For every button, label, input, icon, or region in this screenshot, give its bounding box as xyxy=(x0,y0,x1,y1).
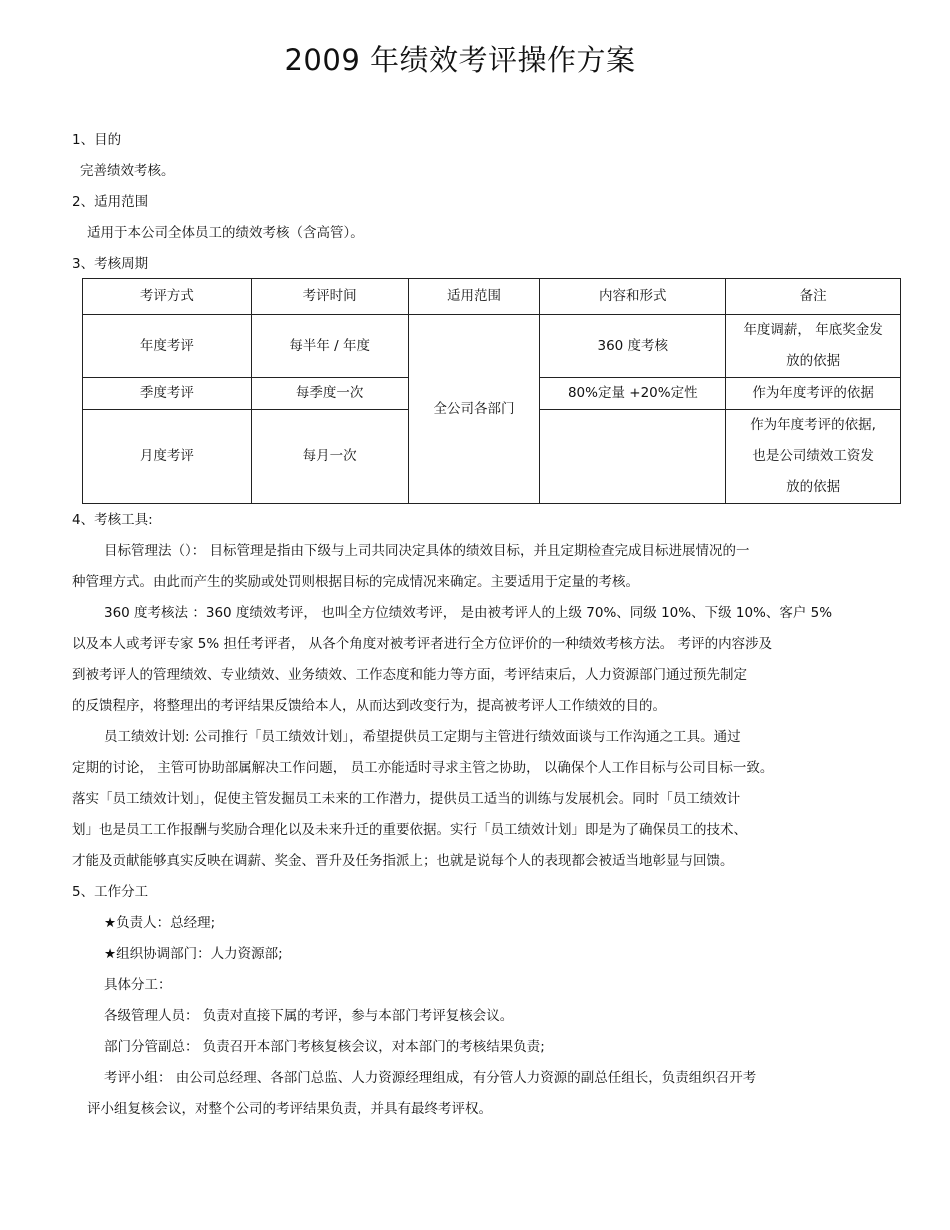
method-cell: 年度考评 xyxy=(83,315,252,378)
section-4-heading: 4、考核工具: xyxy=(72,512,153,528)
paragraph-line: 才能及贡献能够真实反映在调薪、奖金、晋升及任务指派上；也就是说每个人的表现都会被适当地彰显与回馈。 xyxy=(72,853,734,869)
note-line: 年度调薪， 年底奖金发 xyxy=(743,322,883,338)
paragraph-line: 以及本人或考评专家 5% 担任考评者， 从各个角度对被考评者进行全方位评价的一种绩效考核方法。 考评的内容涉及 xyxy=(72,636,773,652)
content-cell: 80%定量 +20%定性 xyxy=(540,378,726,410)
note-line: 也是公司绩效工资发 xyxy=(752,448,874,464)
paragraph-line: 具体分工： xyxy=(104,977,172,993)
content-cell: 360 度考核 xyxy=(540,315,726,378)
paragraph-line: 360 度考核法 ：360 度绩效考评， 也叫全方位绩效考评， 是由被考评人的上级 70%、同级 10%、下级 10%、客户 5% xyxy=(104,605,833,621)
note-line: 放的依据 xyxy=(786,479,841,495)
method-cell: 季度考评 xyxy=(83,378,252,410)
method-cell: 月度考评 xyxy=(83,410,252,504)
paragraph-line: 各级管理人员： 负责对直接下属的考评，参与本部门考评复核会议。 xyxy=(104,1008,514,1024)
section-1-text: 完善绩效考核。 xyxy=(80,163,175,179)
header-cell: 考评时间 xyxy=(251,279,408,315)
table-row xyxy=(83,315,901,378)
content-cell xyxy=(540,410,726,504)
time-cell: 每季度一次 xyxy=(251,378,408,410)
document-title: 2009 年绩效考评操作方案 xyxy=(284,43,636,77)
note-cell xyxy=(726,410,901,504)
note-line: 放的依据 xyxy=(786,353,841,369)
assessment-cycle-table xyxy=(82,278,901,504)
note-cell xyxy=(726,315,901,378)
header-cell: 内容和形式 xyxy=(540,279,726,315)
paragraph-line: 评小组复核会议，对整个公司的考评结果负责，并具有最终考评权。 xyxy=(87,1101,492,1117)
paragraph-line: 落实「员工绩效计划」，促使主管发掘员工未来的工作潜力，提供员工适当的训练与发展机会。同时「员工绩效计 xyxy=(72,791,741,807)
paragraph-line: 种管理方式。由此而产生的奖励或处罚则根据目标的完成情况来确定。主要适用于定量的考核。 xyxy=(72,574,639,590)
paragraph-line: 考评小组： 由公司总经理、各部门总监、人力资源经理组成，有分管人力资源的副总任组长，负责组织召开考 xyxy=(104,1070,757,1086)
time-cell: 每半年 / 年度 xyxy=(251,315,408,378)
time-cell: 每月一次 xyxy=(251,410,408,504)
paragraph-line: 目标管理法（）： 目标管理是指由下级与上司共同决定具体的绩效目标，并且定期检查完成目标进展情况的一 xyxy=(104,543,750,559)
section-3-heading: 3、考核周期 xyxy=(72,256,149,272)
paragraph-line: 的反馈程序，将整理出的考评结果反馈给本人，从而达到改变行为，提高被考评人工作绩效的目的。 xyxy=(72,698,666,714)
paragraph-line: 部门分管副总： 负责召开本部门考核复核会议，对本部门的考核结果负责; xyxy=(104,1039,545,1055)
header-cell: 考评方式 xyxy=(83,279,252,315)
header-cell: 备注 xyxy=(726,279,901,315)
note-line: 作为年度考评的依据 xyxy=(752,385,874,401)
paragraph-line: 定期的讨论， 主管可协助部属解决工作问题， 员工亦能适时寻求主管之协助， 以确保个人工作目标与公司目标一致。 xyxy=(72,760,774,776)
paragraph-line: 员工绩效计划: 公司推行「员工绩效计划」，希望提供员工定期与主管进行绩效面谈与工作沟通之工具。通过 xyxy=(104,729,741,745)
section-2-text: 适用于本公司全体员工的绩效考核（含高管）。 xyxy=(87,225,364,241)
paragraph-line: ★组织协调部门：人力资源部; xyxy=(104,946,283,962)
paragraph-line: 划」也是员工工作报酬与奖励合理化以及未来升迁的重要依据。实行「员工绩效计划」即是为了确保员工的技术、 xyxy=(72,822,747,838)
note-cell xyxy=(726,378,901,410)
table-header-row xyxy=(83,279,901,315)
section-2-heading: 2、适用范围 xyxy=(72,194,149,210)
scope-cell: 全公司各部门 xyxy=(408,315,540,504)
paragraph-line: 到被考评人的管理绩效、专业绩效、业务绩效、工作态度和能力等方面，考评结束后，人力资源部门通过预先制定 xyxy=(72,667,747,683)
header-cell: 适用范围 xyxy=(408,279,540,315)
note-line: 作为年度考评的依据, xyxy=(750,417,876,433)
paragraph-line: ★负责人：总经理; xyxy=(104,915,216,931)
section-5-heading: 5、工作分工 xyxy=(72,884,149,900)
section-1-heading: 1、目的 xyxy=(72,132,122,148)
